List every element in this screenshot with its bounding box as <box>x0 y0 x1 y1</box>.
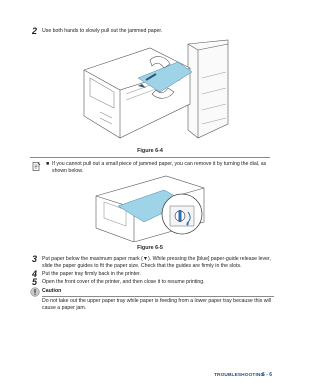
footer-page-number: 6 - 6 <box>262 372 273 378</box>
step-5-text: Open the front cover of the printer, and then close it to resume printing. <box>42 279 205 285</box>
caution-title: Caution <box>42 288 62 294</box>
step-4-text: Put the paper tray firmly back in the printer. <box>42 271 141 277</box>
caution-rule <box>42 296 274 297</box>
note-top-rule <box>30 157 270 158</box>
footer-section: TROUBLESHOOTING <box>214 373 265 378</box>
step-5-number: 5 <box>32 277 38 287</box>
caution-text: Do not take out the upper paper tray while paper is feeding from a lower paper tray because this will cause a paper jam. <box>42 298 271 311</box>
note-icon <box>32 162 41 171</box>
figure-6-5-illustration <box>94 172 216 242</box>
step-2-text: Use both hands to slowly pull out the jammed paper. <box>42 28 163 34</box>
figure-6-5-caption: Figure 6-5 <box>137 245 163 251</box>
step-2-number: 2 <box>32 26 38 36</box>
note-bullet: ■ <box>46 161 50 167</box>
figure-6-4-illustration <box>80 38 230 143</box>
step-3-text: Put paper below the maximum paper mark (▼). While pressing the [blue] paper-guide release lever, slide the paper guides to fit the paper size. Check that the guides are firmly in the slots. <box>42 256 271 269</box>
step-4-number: 4 <box>32 269 38 279</box>
caution-icon <box>30 287 40 297</box>
step-3-number: 3 <box>32 254 38 264</box>
figure-6-4-caption: Figure 6-4 <box>137 148 163 154</box>
note-text: If you cannot pull out a small piece of jammed paper, you can remove it by turning the dial, as shown below. <box>52 161 267 174</box>
